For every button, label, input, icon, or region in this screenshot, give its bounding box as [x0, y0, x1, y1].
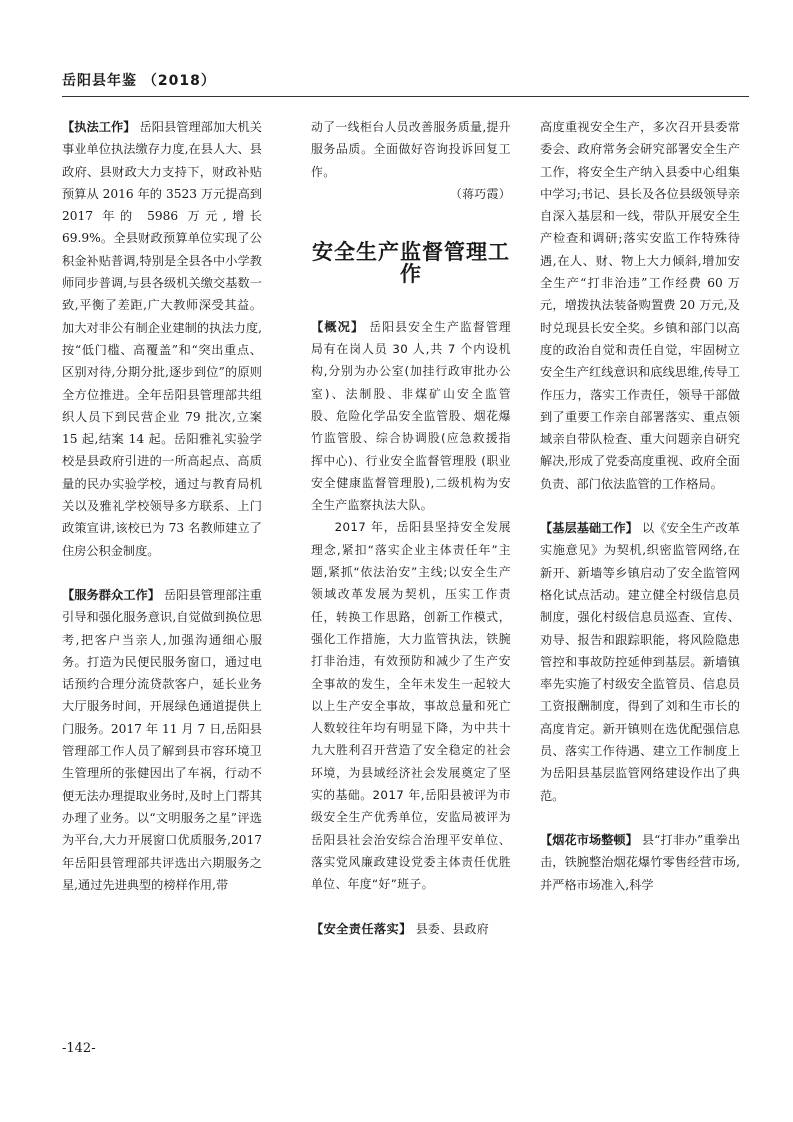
text-enforcement: 岳阳县管理部加大机关事业单位执法缴存力度,在县人大、县政府、县财政大力支持下，财政补贴预算从 2016 年的 3523 万元提高到 2017 年的 5986 万元,增长 69.9%。全县财政预算单位实现了公积金补贴普调,特别是全县各中小学教师同步普调,与县各级机关缴交基数一致,平衡了差距,广大教师深受其益。加大对非公有制企业建制的执法力度,按“低门槛、高覆盖”和“突出重点、区别对待,分期分批,逐步到位”的原则全方位推进。全年岳阳县管理部共组织人员下到民营企业 79 批次,立案 15 起,结案 14 起。岳阳雅礼实验学校是县政府引进的一所高起点、高质量的民办实验学校，通过与教育局机关以及雅礼学校领导多方联系、上门政策宣讲,该校已为 73 名教师建立了住房公积金制度。: [62, 120, 262, 558]
paragraph-2017-summary: 2017 年，岳阳县坚持安全发展理念,紧扣“落实企业主体责任年”主题,紧抓“依法治安”主线;以安全生产领域改革发展为契机，压实工作责任，转换工作思路，创新工作模式，强化工作措施，大力监管执法，铁腕打非治违，有效预防和减少了生产安全事故的发生，全年未发生一起较大以上生产安全事故，事故总量和死亡人数较往年均有明显下降，为中共十九大胜利召开营造了安全稳定的社会环境，为县域经济社会发展奠定了坚实的基础。2017 年,岳阳县被评为市级安全生产优秀单位，安监局被评为岳阳县社会治安综合治理平安单位、落实党风廉政建设党委主体责任优胜单位、年度“好”班子。: [311, 520, 511, 892]
paragraph-responsibility-continued: 高度重视安全生产，多次召开县委常委会、政府常务会研究部署安全生产工作，将安全生产纳入县委中心组集中学习;书记、县长及各位县级领导亲自深入基层和一线，带队开展安全生产检查和调研;落实安监工作特殊待遇,在人、财、物上大力倾斜,增加安全生产“打非治违”工作经费 60 万元，增拨执法装备购置费 20 万元,及时兑现县长安全奖。乡镇和部门以高度的政治自觉和责任自觉，牢固树立安全生产红线意识和底线思维,传导工作压力，落实工作责任，领导干部做到了重要工作亲自部署落实、重点领域亲自带队检查、重大问题亲自研究解决,形成了党委高度重视、政府全面负责、部门依法监管的工作格局。: [540, 120, 740, 491]
column-3: [540, 116, 740, 896]
column-1: [62, 116, 262, 896]
running-title: 岳阳县年鉴 （2018）: [62, 73, 216, 89]
paragraph-continued: 动了一线柜台人员改善服务质量,提升服务品质。全面做好咨询投诉回复工作。: [311, 120, 511, 179]
text-public-service: 岳阳县管理部注重引导和强化服务意识,自觉做到换位思考,把客户当亲人,加强沟通细心服务。打造为民便民服务窗口，通过电话预约合理分流贷款客户，延长业务大厅服务时间，开展绿色通道提供上门服务。2017 年 11 月 7 日,岳阳县管理部工作人员了解到县市容环境卫生管理所的张健因出了车祸，行动不便无法办理提取业务时,及时上门帮其办理了业务。以“文明服务之星”评选为平台,大力开展窗口优质服务,2017 年岳阳县管理部共评选出六期服务之星,通过先进典型的榜样作用,带: [62, 587, 262, 892]
paragraph-fireworks: [540, 829, 740, 896]
section-title: 安全生产监督管理工作: [312, 240, 510, 287]
column-2: [311, 116, 511, 940]
paragraph-responsibility: [311, 918, 511, 940]
heading-responsibility: 【安全责任落实】: [311, 921, 412, 936]
author-credit: （蒋巧霞）: [450, 186, 511, 201]
paragraph-enforcement: [62, 116, 262, 562]
page-number: -142-: [62, 1041, 96, 1056]
text-responsibility: 县委、县政府: [411, 921, 490, 936]
header-rule: [62, 96, 749, 97]
paragraph-grassroots: [540, 517, 740, 807]
paragraph-public-service: [62, 584, 262, 896]
text-grassroots: 以《安全生产改革实施意见》为契机,织密监管网络,在新开、新墙等乡镇启动了安全监管网格化试点活动。建立健全村级信息员制度，强化村级信息员巡查、宣传、劝导、报告和跟踪职能，将风险隐患管控和事故防控延伸到基层。新墙镇率先实施了村级安全监管员、信息员工资报酬制度，得到了刘和生市长的高度肯定。新开镇则在选优配强信息员、落实工作待遇、建立工作制度上为岳阳县基层监管网络建设作出了典范。: [540, 521, 740, 803]
paragraph-overview: [311, 316, 511, 517]
text-overview: 岳阳县安全生产监督管理局有在岗人员 30 人,共 7 个内设机构,分别为办公室(加挂行政审批办公室)、法制股、非煤矿山安全监管股、危险化学品安全监管股、烟花爆竹监管股、综合协调股(应急救援指挥中心)、行业安全监督管理股 (职业安全健康监督管理股),二级机构为安全生产监察执法大队。: [311, 319, 511, 513]
heading-grassroots: 【基层基础工作】: [540, 521, 639, 536]
text-fireworks: 县“打非办”重拳出击，铁腕整治烟花爆竹零售经营市场,并严格市场准入,科学: [540, 832, 741, 892]
heading-public-service: 【服务群众工作】: [62, 587, 161, 602]
heading-fireworks: 【烟花市场整顿】: [540, 832, 638, 847]
heading-overview: 【概况】: [311, 319, 365, 334]
heading-enforcement: 【执法工作】: [62, 120, 136, 134]
